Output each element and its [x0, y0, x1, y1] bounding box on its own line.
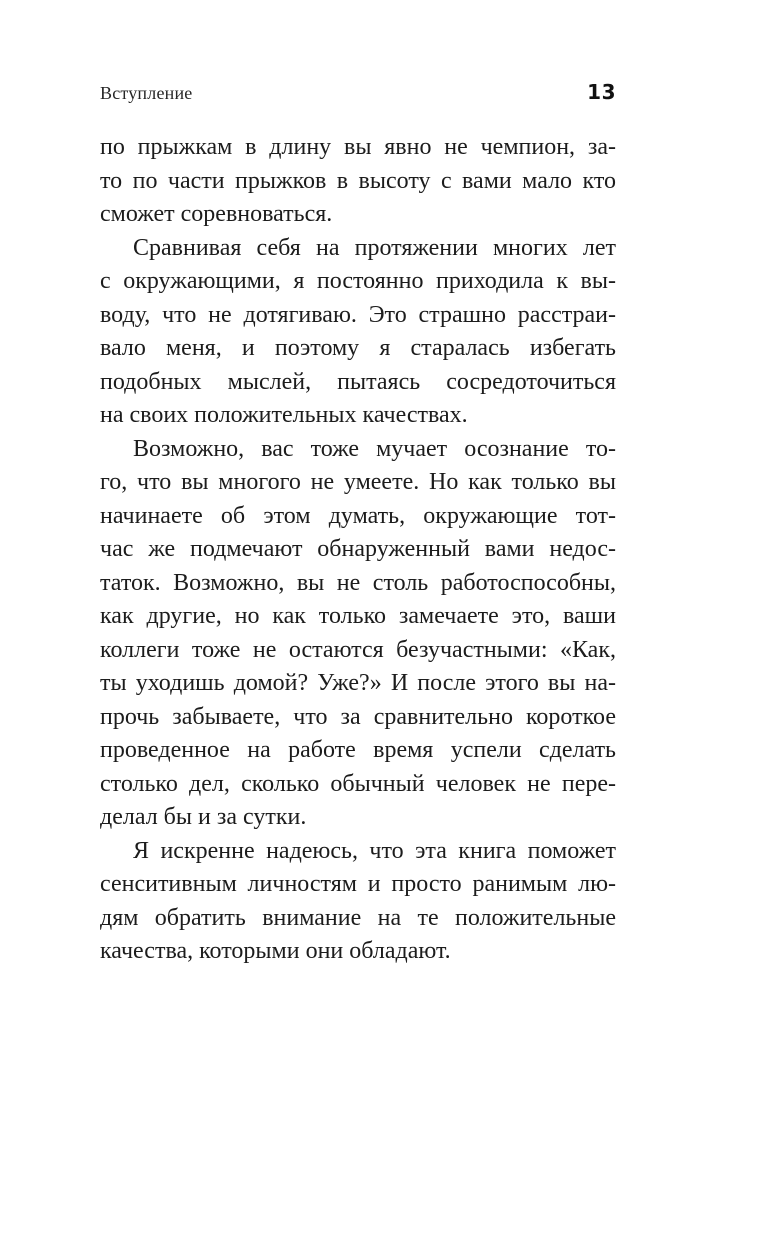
text-line: столько дел, сколько обычный человек не пере-	[100, 770, 616, 797]
running-title: Вступление	[100, 83, 193, 103]
text-line: Я искренне надеюсь, что эта книга поможет	[133, 837, 616, 864]
text-line: сенситивным личностям и просто ранимым лю-	[100, 871, 616, 897]
text-line: ты уходишь домой? Уже?» И после этого вы на-	[100, 670, 616, 696]
text-line: час же подмечают обнаруженный вами недос-	[100, 536, 616, 562]
body-text	[100, 131, 616, 969]
text-line: подобных мыслей, пытаясь сосредоточиться	[100, 368, 616, 395]
text-line: дям обратить внимание на те положительные	[100, 904, 616, 931]
page-content	[100, 80, 616, 969]
paragraph	[100, 131, 616, 232]
text-line: как другие, но как только замечаете это, ваши	[100, 603, 616, 629]
paragraph	[100, 433, 616, 835]
text-line: го, что вы многого не умеете. Но как только вы	[100, 469, 616, 495]
text-line: вало меня, и поэтому я старалась избегать	[100, 335, 616, 361]
text-line: сможет соревноваться.	[100, 201, 333, 227]
text-line: начинаете об этом думать, окружающие тот-	[100, 502, 616, 529]
text-line: Сравнивая себя на протяжении многих лет	[133, 234, 616, 261]
paragraph	[100, 835, 616, 969]
text-line: прочь забываете, что за сравнительно короткое	[100, 703, 616, 730]
text-line: то по части прыжков в высоту с вами мало кто	[100, 167, 616, 194]
text-line: проведенное на работе время успели сделать	[100, 737, 616, 763]
paragraph	[100, 232, 616, 433]
text-line: воду, что не дотягиваю. Это страшно расстраи-	[100, 301, 616, 328]
text-line: делал бы и за сутки.	[100, 804, 307, 830]
page-header	[100, 80, 616, 104]
text-line: таток. Возможно, вы не столь работоспособны,	[100, 569, 616, 596]
page-number: 13	[587, 80, 616, 104]
text-line: Возможно, вас тоже мучает осознание то-	[133, 435, 616, 462]
text-line: коллеги тоже не остаются безучастными: «Как,	[100, 636, 616, 663]
text-line: с окружающими, я постоянно приходила к вы-	[100, 268, 616, 294]
text-line: по прыжкам в длину вы явно не чемпион, за-	[100, 134, 616, 160]
text-line: качества, которыми они обладают.	[100, 938, 451, 964]
text-line: на своих положительных качествах.	[100, 402, 468, 428]
